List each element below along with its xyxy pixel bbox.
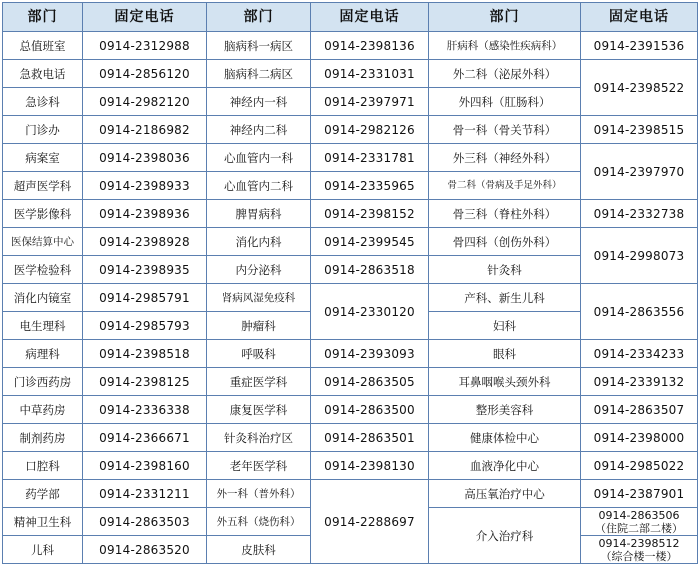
table-row <box>3 32 698 60</box>
phone-cell: 0914-2398136 <box>311 32 429 60</box>
table-row <box>3 116 698 144</box>
phone-cell: 0914-2186982 <box>83 116 207 144</box>
dept-cell: 门诊办 <box>3 116 83 144</box>
col-header-phone-1: 固定电话 <box>83 3 207 32</box>
dept-cell: 脾胃病科 <box>207 200 311 228</box>
table-row <box>3 396 698 424</box>
phone-directory-table <box>2 2 698 564</box>
phone-cell: 0914-2398518 <box>83 340 207 368</box>
header-row <box>3 3 698 32</box>
dept-cell: 整形美容科 <box>429 396 581 424</box>
phone-cell: 0914-2985791 <box>83 284 207 312</box>
phone-cell: 0914-2985022 <box>581 452 698 480</box>
table-row <box>3 284 698 312</box>
dept-cell: 电生理科 <box>3 312 83 340</box>
dept-cell: 心血管内一科 <box>207 144 311 172</box>
phone-cell: 0914-2398515 <box>581 116 698 144</box>
phone-cell: 0914-2288697 <box>311 480 429 564</box>
dept-cell: 医保结算中心 <box>3 228 83 256</box>
table-row <box>3 200 698 228</box>
phone-cell: 0914-2331211 <box>83 480 207 508</box>
phone-cell: 0914-2856120 <box>83 60 207 88</box>
phone-cell: 0914-2398125 <box>83 368 207 396</box>
dept-cell: 儿科 <box>3 536 83 564</box>
dept-cell: 针灸科治疗区 <box>207 424 311 452</box>
dept-cell: 口腔科 <box>3 452 83 480</box>
phone-cell: 0914-2398928 <box>83 228 207 256</box>
interventional-note-1: （住院二部二楼） <box>595 521 683 535</box>
phone-cell: 0914-2398000 <box>581 424 698 452</box>
phone-cell: 0914-2393093 <box>311 340 429 368</box>
dept-cell: 健康体检中心 <box>429 424 581 452</box>
table-row <box>3 60 698 88</box>
phone-cell: 0914-2863556 <box>581 284 698 340</box>
dept-cell: 药学部 <box>3 480 83 508</box>
dept-cell: 外三科（神经外科） <box>429 144 581 172</box>
col-header-phone-2: 固定电话 <box>311 3 429 32</box>
dept-cell: 肿瘤科 <box>207 312 311 340</box>
phone-cell: 0914-2863503 <box>83 508 207 536</box>
interventional-phone-2: 0914-2398512 <box>598 536 680 550</box>
table-row <box>3 340 698 368</box>
dept-cell: 心血管内二科 <box>207 172 311 200</box>
table-row <box>3 368 698 396</box>
phone-cell: 0914-2398935 <box>83 256 207 284</box>
dept-cell: 重症医学科 <box>207 368 311 396</box>
phone-cell: 0914-2863507 <box>581 396 698 424</box>
phone-cell: 0914-2398936 <box>83 200 207 228</box>
dept-cell: 皮肤科 <box>207 536 311 564</box>
dept-cell: 病理科 <box>3 340 83 368</box>
phone-cell: 0914-2398130 <box>311 452 429 480</box>
dept-cell: 脑病科一病区 <box>207 32 311 60</box>
dept-cell: 骨二科（骨病及手足外科） <box>429 172 581 200</box>
dept-cell: 制剂药房 <box>3 424 83 452</box>
phone-cell: 0914-2335965 <box>311 172 429 200</box>
dept-cell: 外二科（泌尿外科） <box>429 60 581 88</box>
dept-cell: 超声医学科 <box>3 172 83 200</box>
table-row <box>3 424 698 452</box>
phone-cell: 0914-2366671 <box>83 424 207 452</box>
dept-cell: 眼科 <box>429 340 581 368</box>
dept-cell: 肾病风湿免疫科 <box>207 284 311 312</box>
phone-cell: 0914-2398933 <box>83 172 207 200</box>
dept-cell: 耳鼻咽喉头颈外科 <box>429 368 581 396</box>
phone-cell: 0914-2398152 <box>311 200 429 228</box>
phone-cell: 0914-2398160 <box>83 452 207 480</box>
phone-cell: 0914-2398522 <box>581 60 698 116</box>
phone-cell: 0914-2863500 <box>311 396 429 424</box>
dept-cell: 精神卫生科 <box>3 508 83 536</box>
dept-cell: 急救电话 <box>3 60 83 88</box>
phone-cell: 0914-2387901 <box>581 480 698 508</box>
phone-cell: 0914-2397970 <box>581 144 698 200</box>
col-header-dept-1: 部门 <box>3 3 83 32</box>
dept-cell: 骨一科（骨关节科） <box>429 116 581 144</box>
dept-cell: 内分泌科 <box>207 256 311 284</box>
dept-cell: 产科、新生儿科 <box>429 284 581 312</box>
dept-cell: 急诊科 <box>3 88 83 116</box>
phone-cell: 0914-2330120 <box>311 284 429 340</box>
phone-cell: 0914-2985793 <box>83 312 207 340</box>
dept-cell: 医学检验科 <box>3 256 83 284</box>
table-row <box>3 452 698 480</box>
phone-cell: 0914-2332738 <box>581 200 698 228</box>
dept-cell: 骨三科（脊柱外科） <box>429 200 581 228</box>
dept-cell: 消化内镜室 <box>3 284 83 312</box>
phone-cell: 0914-2863518 <box>311 256 429 284</box>
phone-cell: 0914-2336338 <box>83 396 207 424</box>
phone-cell: 0914-2397971 <box>311 88 429 116</box>
phone-cell: 0914-2391536 <box>581 32 698 60</box>
dept-cell: 康复医学科 <box>207 396 311 424</box>
dept-cell: 总值班室 <box>3 32 83 60</box>
dept-cell: 神经内二科 <box>207 116 311 144</box>
phone-cell: 0914-2331781 <box>311 144 429 172</box>
dept-cell: 高压氧治疗中心 <box>429 480 581 508</box>
dept-cell: 外五科（烧伤科） <box>207 508 311 536</box>
table-row <box>3 480 698 508</box>
dept-cell: 消化内科 <box>207 228 311 256</box>
interventional-phone-1: 0914-2863506 <box>598 508 680 522</box>
dept-cell: 针灸科 <box>429 256 581 284</box>
phone-cell: 0914-2863520 <box>83 536 207 564</box>
dept-cell: 医学影像科 <box>3 200 83 228</box>
phone-cell: 0914-2312988 <box>83 32 207 60</box>
phone-directory <box>2 2 698 564</box>
dept-cell: 脑病科二病区 <box>207 60 311 88</box>
phone-cell: 0914-2863505 <box>311 368 429 396</box>
dept-cell: 妇科 <box>429 312 581 340</box>
dept-cell: 外四科（肛肠科） <box>429 88 581 116</box>
table-row <box>3 144 698 172</box>
phone-cell: 0914-2331031 <box>311 60 429 88</box>
phone-cell: 0914-2998073 <box>581 228 698 284</box>
dept-cell: 血液净化中心 <box>429 452 581 480</box>
phone-cell: 0914-2982126 <box>311 116 429 144</box>
dept-cell: 中草药房 <box>3 396 83 424</box>
col-header-dept-3: 部门 <box>429 3 581 32</box>
interventional-note-2: （综合楼一楼） <box>600 549 678 563</box>
dept-cell: 骨四科（创伤外科） <box>429 228 581 256</box>
dept-cell: 病案室 <box>3 144 83 172</box>
phone-cell: 0914-2339132 <box>581 368 698 396</box>
dept-cell: 介入治疗科 <box>429 508 581 564</box>
dept-cell: 肝病科（感染性疾病科） <box>429 32 581 60</box>
dept-cell: 老年医学科 <box>207 452 311 480</box>
dept-cell: 神经内一科 <box>207 88 311 116</box>
dept-cell: 呼吸科 <box>207 340 311 368</box>
interventional-phone-cell-2 <box>581 536 698 564</box>
col-header-phone-3: 固定电话 <box>581 3 698 32</box>
phone-cell: 0914-2399545 <box>311 228 429 256</box>
phone-cell: 0914-2863501 <box>311 424 429 452</box>
interventional-phone-cell-1 <box>581 508 698 536</box>
table-row <box>3 228 698 256</box>
phone-cell: 0914-2334233 <box>581 340 698 368</box>
dept-cell: 门诊西药房 <box>3 368 83 396</box>
phone-cell: 0914-2982120 <box>83 88 207 116</box>
phone-cell: 0914-2398036 <box>83 144 207 172</box>
col-header-dept-2: 部门 <box>207 3 311 32</box>
dept-cell: 外一科（普外科） <box>207 480 311 508</box>
